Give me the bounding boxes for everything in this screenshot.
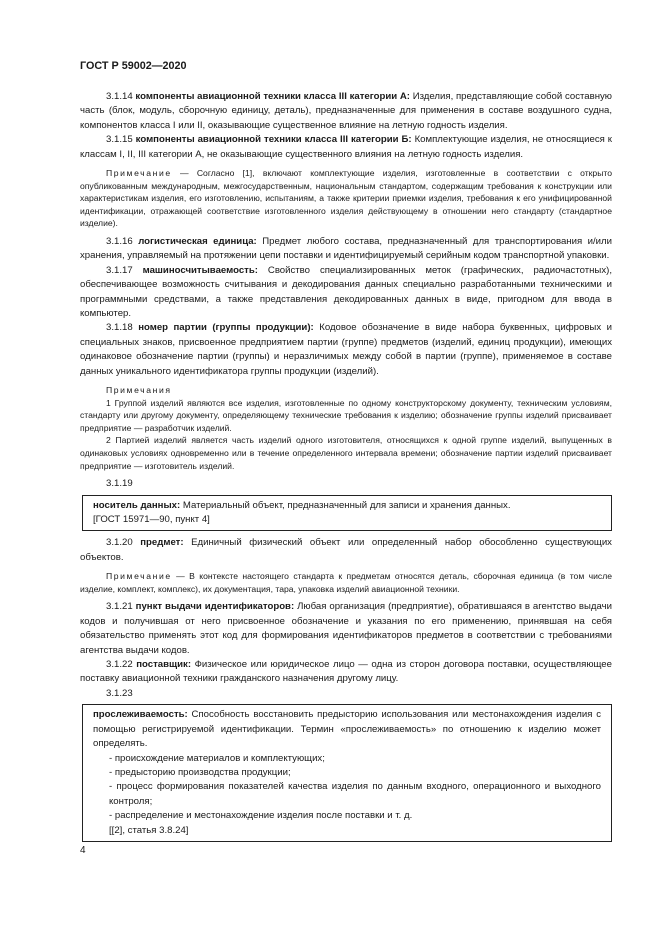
source-reference: [[2], статья 3.8.24] <box>109 824 189 836</box>
definition-3-1-20 <box>80 536 612 565</box>
term: логистическая единица: <box>138 236 257 247</box>
note-item-1: 1 Группой изделий являются все изделия, изготовленные по одному конструкторскому документу, техническим условиям, стандарту или другому документу, определяющему технические требования к изделию; обозначение группы изделий присваивает предприятие — разработчик изделий. <box>80 397 612 433</box>
source-reference: [ГОСТ 15971—90, пункт 4] <box>93 514 210 526</box>
term: компоненты авиационной техники класса III категории А: <box>135 91 410 102</box>
clause-number-3-1-23: 3.1.23 <box>106 687 133 699</box>
definition-3-1-18 <box>80 321 612 379</box>
definition-text: Комплектующие изделия, не относящиеся к классам I, II, III категории А, не оказывающие существенного влияния на летную годность изделия. <box>80 134 612 160</box>
clause-number: 3.1.21 <box>106 601 133 613</box>
document-body <box>80 90 612 842</box>
term: машиносчитываемость: <box>142 264 258 276</box>
definition-3-1-14 <box>80 90 612 133</box>
list-item: - процесс формирования показателей качества изделия по данным входного, операционного и выходного контроля; <box>109 781 601 807</box>
clause-number: 3.1.14 <box>106 91 133 102</box>
definition-box-3-1-19 <box>82 495 612 532</box>
term: прослеживаемость: <box>93 709 188 721</box>
definition-box-3-1-23 <box>82 704 612 842</box>
definition-text: Физическое или юридическое лицо — одна из сторон договора поставки, осуществляющее поставку авиационной техники гражданского назначения другому лицу. <box>80 659 612 685</box>
note-text: — Согласно [1], включают комплектующие изделия, изготовленные в соответствии с открыто опубликованным международным, межгосударственным, национальным стандартом, содержащим требования к конструкции или характеристикам изделия, его изготовлению, испытаниям, а также критерии приемки изделия, требования к его унифицированной идентификации, отражающей соответствие изготовленного изделия действующему в отношении него стандарту (стандартное изделие). <box>80 168 612 229</box>
clause-number: 3.1.18 <box>106 322 133 334</box>
definition-3-1-22 <box>80 658 612 687</box>
definition-text: Единичный физический объект или определенный набор обособленно существующих объектов. <box>80 537 612 563</box>
page-number: 4 <box>80 845 86 856</box>
definition-text: Изделия, представляющие собой составную часть (блок, модуль, сборочную единицу, деталь), предназначенные для применения в составе воздушного судна, компонентов класса I или II, оказывающие существенное влияние на летную годность изделия. <box>80 91 613 131</box>
definition-text: Способность восстановить предысторию использования или местонахождения изделия с помощью регистрируемой идентификации. Термин «прослеживаемость» по отношению к изделию может определять. <box>93 709 601 750</box>
clause-number: 3.1.17 <box>106 264 133 276</box>
term: компоненты авиационной техники класса III категории Б: <box>135 134 412 146</box>
note-text: — В контексте настоящего стандарта к предметам относятся деталь, сборочная единица (в том числе изделие, комплект, комплекс), их документация, тара, упаковка изделий авиационной техники. <box>80 571 612 594</box>
list-item: - происхождение материалов и комплектующих; <box>109 752 325 764</box>
note-3-1-15 <box>80 167 612 230</box>
list-item: - предысторию производства продукции; <box>109 766 291 778</box>
definition-3-1-16 <box>80 235 612 264</box>
list-item: - распределение и местонахождение изделия после поставки и т. д. <box>109 810 413 822</box>
definition-3-1-23 <box>93 708 601 751</box>
definition-text: Любая организация (предприятие), обратившаяся в агентство выдачи кодов и получившая от него присвоенное обозначение и указания по его применению, принявшая на себя обязательство применять этот код для формирования идентификаторов предметов в соответствии с требованиями агентства выдачи кодов. <box>80 601 613 656</box>
definition-text: Кодовое обозначение в виде набора буквенных, цифровых и специальных знаков, присвоенное предприятием партии (группе) предметов (изделий, единиц продукции), имеющих одинаковое обозначение партии (группы) и неразличимых между собой в партии (группе), применяемое в составе данных уникального идентификатора группы продукции (изделий). <box>80 322 612 377</box>
note-item-2: 2 Партией изделий является часть изделий одного изготовителя, относящихся к одной группе изделий, выпущенных в одинаковых условиях одновременно или в течение определенного интервала времени; обозначение партии изделий присваивает предприятие — изготовитель изделий. <box>80 435 612 471</box>
term: носитель данных: <box>93 499 181 511</box>
clause-number: 3.1.22 <box>106 659 133 671</box>
term: поставщик: <box>136 659 192 671</box>
term: номер партии (группы продукции): <box>138 322 314 334</box>
definition-text: Материальный объект, предназначенный для записи и хранения данных. <box>180 499 511 511</box>
clause-number: 3.1.15 <box>106 134 133 146</box>
clause-number: 3.1.16 <box>106 236 133 247</box>
clause-number: 3.1.20 <box>106 537 133 549</box>
term: предмет: <box>140 537 184 549</box>
definition-3-1-21 <box>80 600 612 658</box>
clause-number-3-1-19: 3.1.19 <box>106 478 133 490</box>
definition-text: Свойство специализированных меток (графических, радиочастотных), обеспечивающее возможность считывания и декодирования данных специально разработанными техническими и программными средствами, а также представления декодированных данных в виде, пригодном для ввода в компьютер. <box>80 264 612 320</box>
note-3-1-20 <box>80 570 612 595</box>
notes-heading: Примечания <box>106 385 172 396</box>
definition-3-1-19 <box>93 499 601 513</box>
term: пункт выдачи идентификаторов: <box>135 601 295 613</box>
note-label: Примечание <box>106 571 172 582</box>
document-header: ГОСТ Р 59002—2020 <box>80 60 187 72</box>
note-label: Примечание <box>106 168 172 179</box>
definition-3-1-17 <box>80 264 612 322</box>
definition-3-1-15 <box>80 133 612 162</box>
definition-text: Предмет любого состава, предназначенный для транспортирования и/или хранения, управляемый на протяжении цепи поставки и идентифицируемый серийным кодом транспортной упаковки. <box>80 236 612 262</box>
